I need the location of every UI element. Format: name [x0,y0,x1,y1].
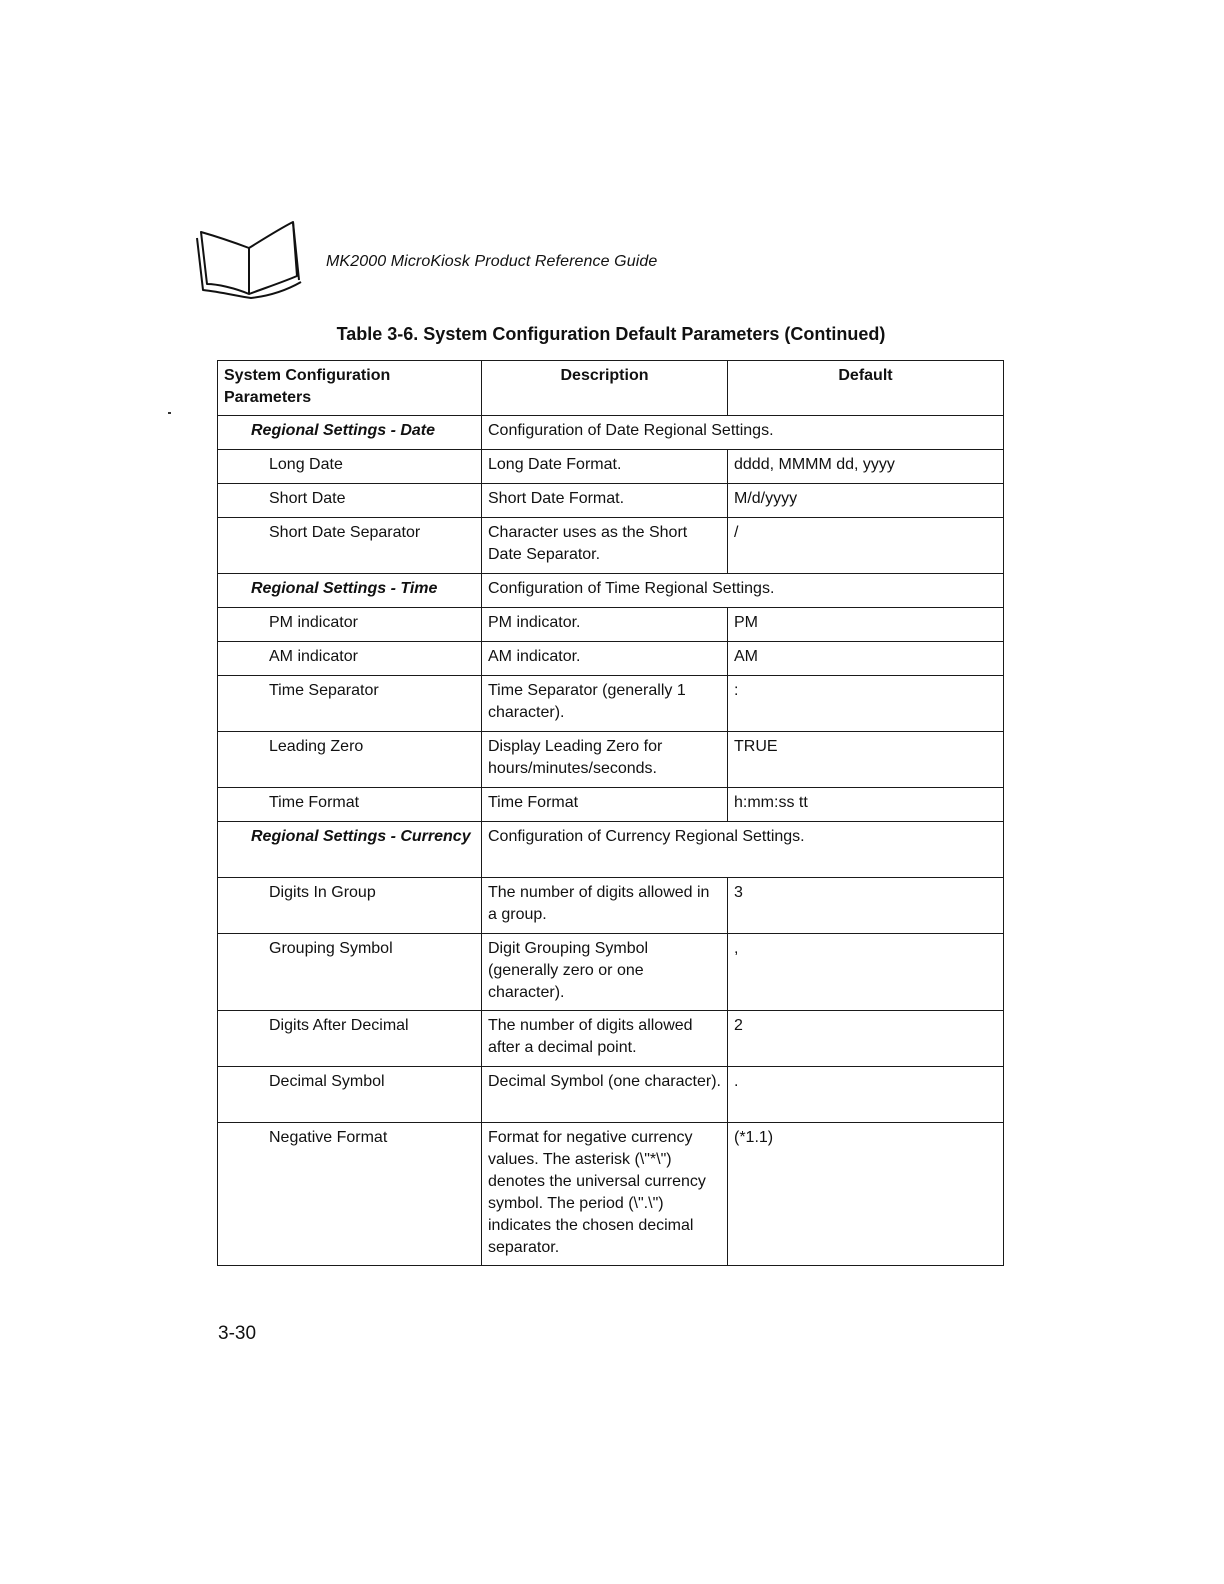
table-row [218,788,1004,822]
parameter-description: Decimal Symbol (one character). [482,1067,728,1123]
parameter-description: AM indicator. [482,642,728,676]
parameter-default: (*1.1) [728,1123,1004,1266]
column-header-parameters: System Configuration Parameters [218,361,482,416]
table-row [218,1067,1004,1123]
parameter-description: The number of digits allowed in a group. [482,878,728,934]
parameter-description: Time Format [482,788,728,822]
parameter-name: Leading Zero [218,732,482,788]
group-label: Regional Settings - Date [218,416,482,450]
running-head: MK2000 MicroKiosk Product Reference Guide [326,253,658,270]
parameter-name: Time Separator [218,676,482,732]
parameter-description: Long Date Format. [482,450,728,484]
parameter-description: Time Separator (generally 1 character). [482,676,728,732]
parameter-name: PM indicator [218,608,482,642]
parameter-default: PM [728,608,1004,642]
table-row [218,676,1004,732]
group-description: Configuration of Date Regional Settings. [482,416,1004,450]
table-row [218,1123,1004,1266]
page-number: 3-30 [218,1323,257,1344]
scan-speck [168,412,171,414]
parameter-description: Character uses as the Short Date Separator. [482,518,728,574]
column-header-default: Default [728,361,1004,416]
open-book-icon [193,218,303,300]
table-header-row [218,361,1004,416]
table-row [218,642,1004,676]
group-label: Regional Settings - Time [218,574,482,608]
table-row [218,608,1004,642]
parameter-description: PM indicator. [482,608,728,642]
parameter-name: Short Date Separator [218,518,482,574]
table-row [218,934,1004,1011]
column-header-description: Description [482,361,728,416]
table-row [218,518,1004,574]
table-row [218,878,1004,934]
group-label: Regional Settings - Currency [218,822,482,878]
parameter-default: AM [728,642,1004,676]
table-row [218,732,1004,788]
parameter-default: . [728,1067,1004,1123]
parameter-default: / [728,518,1004,574]
table-group-row [218,574,1004,608]
parameter-name: Long Date [218,450,482,484]
parameter-name: Digits After Decimal [218,1011,482,1067]
parameter-description: Display Leading Zero for hours/minutes/seconds. [482,732,728,788]
table-row [218,484,1004,518]
parameter-default: 2 [728,1011,1004,1067]
parameter-name: Decimal Symbol [218,1067,482,1123]
group-description: Configuration of Time Regional Settings. [482,574,1004,608]
table-caption: Table 3-6. System Configuration Default Parameters (Continued) [336,324,886,344]
table-group-row [218,822,1004,878]
parameter-default: M/d/yyyy [728,484,1004,518]
parameter-name: Short Date [218,484,482,518]
parameter-description: The number of digits allowed after a decimal point. [482,1011,728,1067]
table-row [218,450,1004,484]
parameter-default: h:mm:ss tt [728,788,1004,822]
parameter-default: TRUE [728,732,1004,788]
parameter-default: dddd, MMMM dd, yyyy [728,450,1004,484]
parameter-name: Negative Format [218,1123,482,1266]
parameter-name: Digits In Group [218,878,482,934]
parameter-name: Time Format [218,788,482,822]
parameter-description: Digit Grouping Symbol (generally zero or one character). [482,934,728,1011]
table-row [218,1011,1004,1067]
parameter-description: Short Date Format. [482,484,728,518]
parameter-name: AM indicator [218,642,482,676]
parameter-default: , [728,934,1004,1011]
table-group-row [218,416,1004,450]
parameter-description: Format for negative currency values. The asterisk (\"*\") denotes the universal currency symbol. The period (\".\") indicates the chosen decimal separator. [482,1123,728,1266]
parameter-name: Grouping Symbol [218,934,482,1011]
parameter-default: 3 [728,878,1004,934]
group-description: Configuration of Currency Regional Settings. [482,822,1004,878]
parameters-table [217,360,1004,1266]
parameter-default: : [728,676,1004,732]
